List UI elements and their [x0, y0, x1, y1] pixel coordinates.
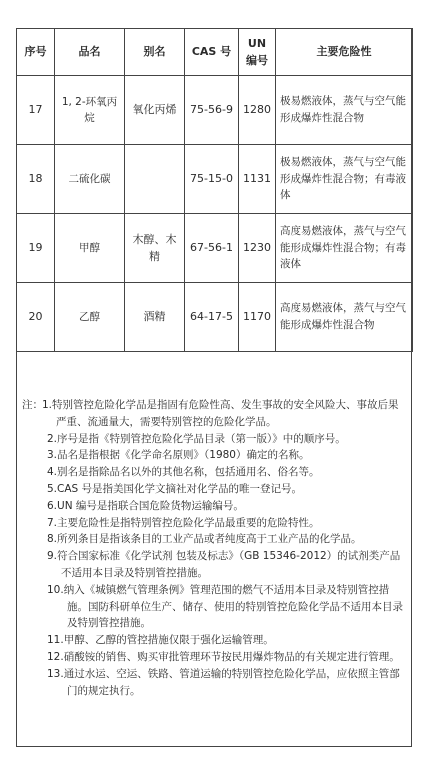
cell-alias: 酒精 [125, 283, 185, 352]
note-item: 4.别名是指除品名以外的其他名称，包括通用名、俗名等。 [47, 466, 320, 479]
cell-hazard: 高度易燃液体，蒸气与空气能形成爆炸性混合物；有毒液体 [276, 214, 413, 283]
note-item: 8.所列条目是指该条目的工业产品或者纯度高于工业产品的化学品。 [47, 533, 362, 546]
header-hazard: 主要危险性 [276, 29, 413, 76]
cell-hazard: 高度易燃液体，蒸气与空气能形成爆炸性混合物 [276, 283, 413, 352]
cell-name: 1, 2-环氧丙烷 [55, 76, 125, 145]
cell-seq: 17 [17, 76, 55, 145]
cell-seq: 18 [17, 145, 55, 214]
table-row [17, 145, 413, 214]
note-item: 1.特别管控危险化学品是指固有危险性高、发生事故的安全风险大、事故后果严重、流通量大，需要特别管控的危险化学品。 [42, 399, 399, 428]
cell-alias [125, 145, 185, 214]
table-row [17, 283, 413, 352]
header-un-line1: UN [247, 36, 267, 50]
cell-cas: 64-17-5 [185, 283, 239, 352]
table-row [17, 76, 413, 145]
cell-cas: 75-56-9 [185, 76, 239, 145]
cell-un: 1280 [239, 76, 276, 145]
cell-name: 甲醇 [55, 214, 125, 283]
cell-alias: 氧化丙烯 [125, 76, 185, 145]
note-item: 12.硝酸铵的销售、购买审批管理环节按民用爆炸物品的有关规定进行管理。 [47, 650, 400, 663]
cell-alias: 木醇、木精 [125, 214, 185, 283]
note-item: 5.CAS 号是指美国化学文摘社对化学品的唯一登记号。 [47, 482, 303, 495]
header-alias: 别名 [125, 29, 185, 76]
note-item: 6.UN 编号是指联合国危险货物运输编号。 [47, 499, 244, 512]
cell-cas: 67-56-1 [185, 214, 239, 283]
note-item: 10.纳入《城镇燃气管理条例》管理范围的燃气不适用本目录及特别管控措施。国防科研单位生产、储存、使用的特别管控危险化学品不适用本目录及特别管控措施。 [47, 583, 403, 630]
cell-hazard: 极易燃液体，蒸气与空气能形成爆炸性混合物 [276, 76, 413, 145]
table-header-row [17, 29, 413, 76]
header-name: 品名 [55, 29, 125, 76]
note-item: 2.序号是指《特别管控危险化学品目录（第一版）》中的顺序号。 [47, 432, 346, 445]
cell-cas: 75-15-0 [185, 145, 239, 214]
note-first-line [22, 397, 406, 431]
note-item: 13.通过水运、空运、铁路、管道运输的特别管控危险化学品，应依照主管部门的规定执行。 [47, 667, 400, 697]
note-item: 11.甲醇、乙醇的管控措施仅限于强化运输管理。 [47, 634, 274, 647]
header-un-line2: 编号 [246, 54, 268, 67]
notes-section [22, 397, 406, 699]
header-un [239, 29, 276, 76]
table-row [17, 214, 413, 283]
note-item: 7.主要危险性是指特别管控危险化学品最重要的危险特性。 [47, 516, 320, 529]
header-seq: 序号 [17, 29, 55, 76]
cell-name: 二硫化碳 [55, 145, 125, 214]
cell-un: 1230 [239, 214, 276, 283]
note-item: 9.符合国家标准《化学试剂 包装及标志》（GB 15346-2012）的试剂类产品不适用本目录及特别管控措施。 [47, 550, 401, 579]
cell-seq: 20 [17, 283, 55, 352]
hazardous-chemicals-table [16, 28, 413, 352]
note-item: 3.品名是指根据《化学命名原则》（1980）确定的名称。 [47, 449, 310, 462]
notes-label: 注： [22, 399, 43, 411]
cell-seq: 19 [17, 214, 55, 283]
cell-name: 乙醇 [55, 283, 125, 352]
cell-un: 1170 [239, 283, 276, 352]
header-cas: CAS 号 [185, 29, 239, 76]
cell-hazard: 极易燃液体，蒸气与空气能形成爆炸性混合物；有毒液体 [276, 145, 413, 214]
cell-un: 1131 [239, 145, 276, 214]
